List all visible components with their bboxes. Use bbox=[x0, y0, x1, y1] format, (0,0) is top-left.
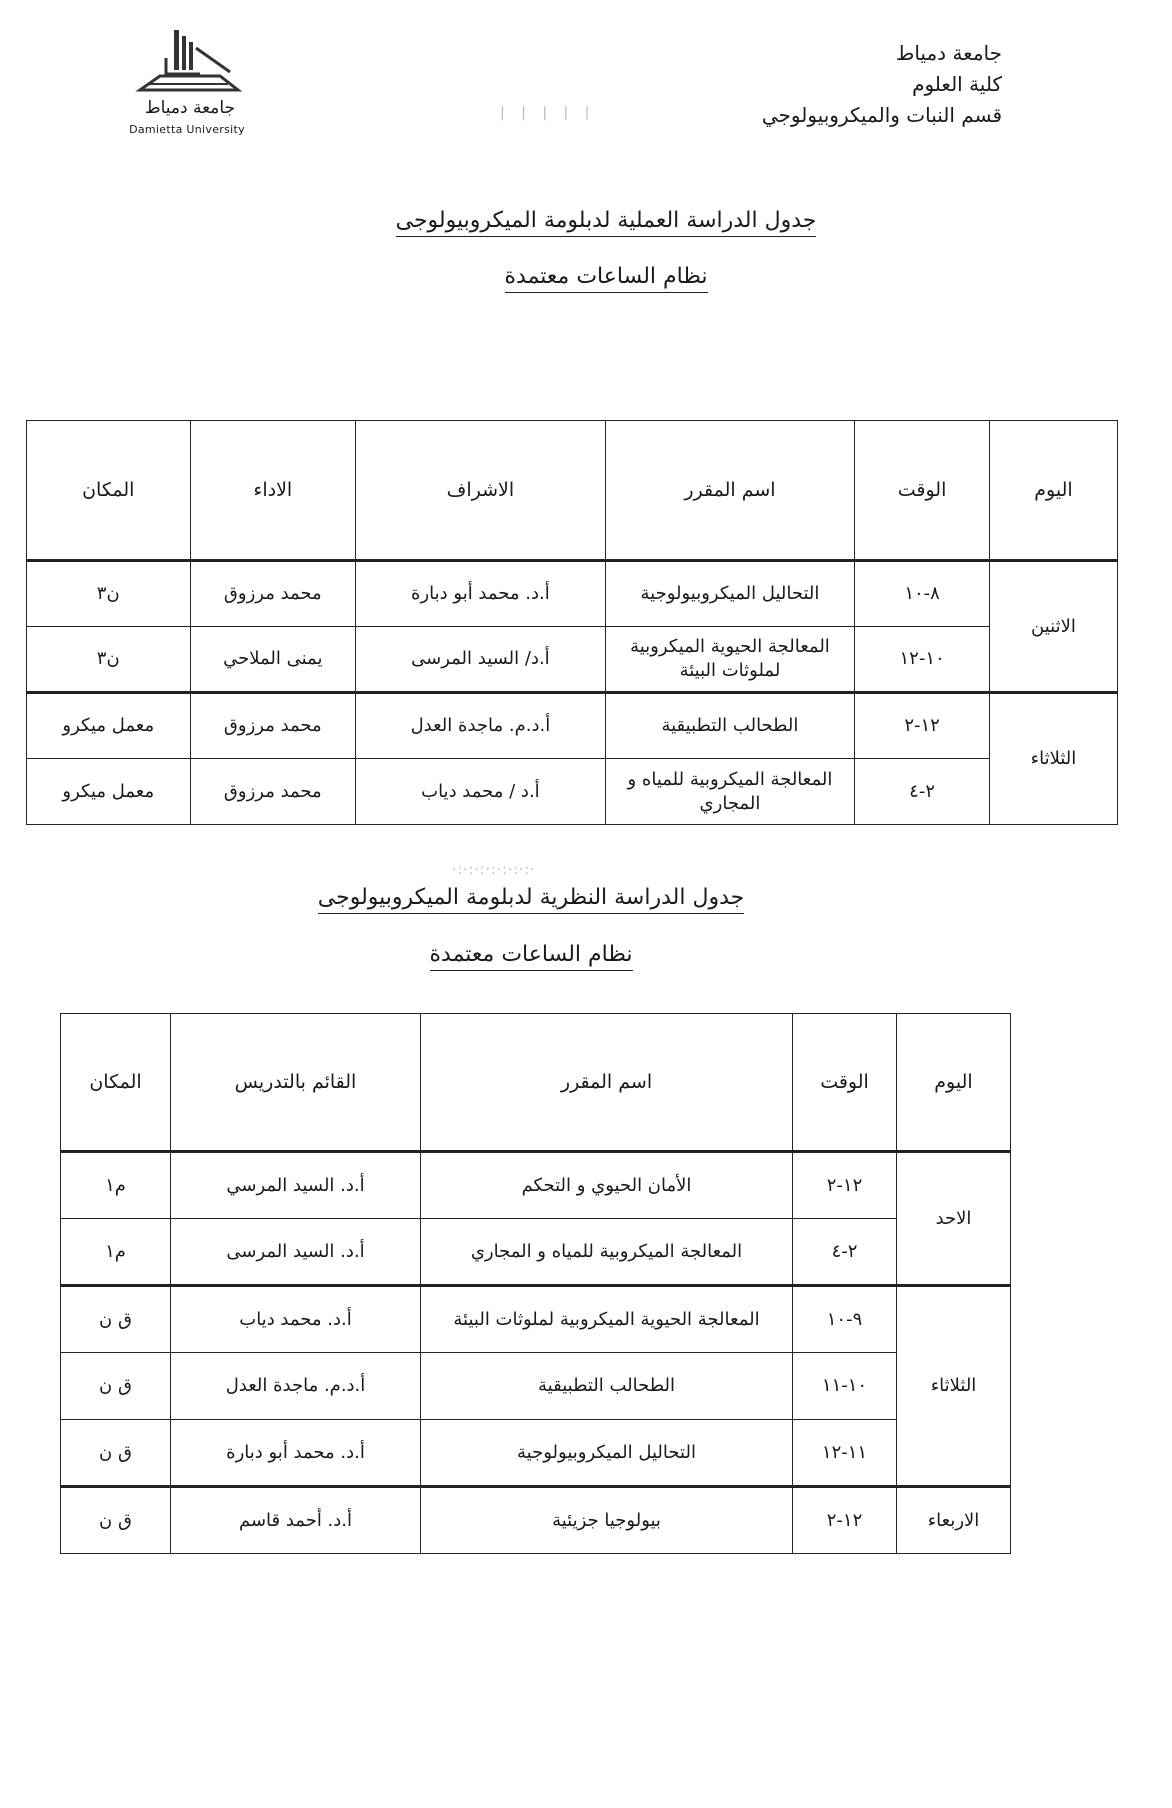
scan-artifact: ·:·:·:·:·:·:·:· bbox=[452, 862, 536, 878]
time-cell: ١٠-١٢ bbox=[855, 627, 990, 693]
place-cell: ق ن bbox=[61, 1353, 171, 1420]
col-time-header: الوقت bbox=[793, 1014, 897, 1152]
theoretical-schedule-table bbox=[60, 1013, 1011, 1554]
place-cell: ق ن bbox=[61, 1286, 171, 1353]
performance-cell: محمد مرزوق bbox=[190, 759, 356, 825]
time-cell: ٢-٤ bbox=[855, 759, 990, 825]
course-cell: الطحالب التطبيقية bbox=[421, 1353, 793, 1420]
time-cell: ١٠-١١ bbox=[793, 1353, 897, 1420]
time-cell: ١١-١٢ bbox=[793, 1420, 897, 1487]
supervision-cell: أ.د. محمد أبو دبارة bbox=[356, 561, 606, 627]
table-row bbox=[61, 1152, 1011, 1219]
supervision-cell: أ.د/ السيد المرسى bbox=[356, 627, 606, 693]
time-cell: ١٢-٢ bbox=[855, 693, 990, 759]
performance-cell: محمد مرزوق bbox=[190, 693, 356, 759]
col-place-header: المكان bbox=[61, 1014, 171, 1152]
supervision-cell: أ.د.م. ماجدة العدل bbox=[356, 693, 606, 759]
course-cell: المعالجة الميكروبية للمياه و المجاري bbox=[421, 1219, 793, 1286]
scan-artifact: | | | | | bbox=[500, 105, 596, 121]
place-cell: م١ bbox=[61, 1152, 171, 1219]
day-cell: الاثنين bbox=[989, 561, 1117, 693]
table-row bbox=[61, 1353, 1011, 1420]
university-name: جامعة دمياط bbox=[895, 41, 1002, 65]
course-cell: المعالجة الحيوية الميكروبية لملوثات البيئة bbox=[421, 1286, 793, 1353]
instructor-cell: أ.د. أحمد قاسم bbox=[171, 1487, 421, 1554]
time-cell: ١٢-٢ bbox=[793, 1152, 897, 1219]
instructor-cell: أ.د. السيد المرسى bbox=[171, 1219, 421, 1286]
table-header-row bbox=[61, 1014, 1011, 1152]
table-row bbox=[27, 561, 1118, 627]
course-cell: التحاليل الميكروبيولوجية bbox=[421, 1420, 793, 1487]
table-row bbox=[27, 627, 1118, 693]
time-cell: ٢-٤ bbox=[793, 1219, 897, 1286]
place-cell: معمل ميكرو bbox=[27, 759, 191, 825]
col-course-header: اسم المقرر bbox=[421, 1014, 793, 1152]
place-cell: م١ bbox=[61, 1219, 171, 1286]
time-cell: ٩-١٠ bbox=[793, 1286, 897, 1353]
day-cell: الثلاثاء bbox=[989, 693, 1117, 825]
instructor-cell: أ.د.م. ماجدة العدل bbox=[171, 1353, 421, 1420]
col-course-header: اسم المقرر bbox=[605, 421, 855, 561]
col-instructor-header: القائم بالتدريس bbox=[171, 1014, 421, 1152]
instructor-cell: أ.د. محمد دياب bbox=[171, 1286, 421, 1353]
col-place-header: المكان bbox=[27, 421, 191, 561]
col-supervision-header: الاشراف bbox=[356, 421, 606, 561]
col-performance-header: الاداء bbox=[190, 421, 356, 561]
course-cell: الطحالب التطبيقية bbox=[605, 693, 855, 759]
instructor-cell: أ.د. محمد أبو دبارة bbox=[171, 1420, 421, 1487]
table-row bbox=[61, 1420, 1011, 1487]
place-cell: معمل ميكرو bbox=[27, 693, 191, 759]
university-emblem-icon bbox=[120, 28, 250, 100]
col-time-header: الوقت bbox=[855, 421, 990, 561]
department-name: قسم النبات والميكروبيولوجي bbox=[761, 103, 1002, 127]
instructor-cell: أ.د. السيد المرسي bbox=[171, 1152, 421, 1219]
institution-header bbox=[642, 38, 1002, 131]
university-logo bbox=[108, 28, 258, 148]
performance-cell: يمنى الملاحي bbox=[190, 627, 356, 693]
theoretical-title: جدول الدراسة النظرية لدبلومة الميكروبيولوجى bbox=[0, 885, 1172, 910]
table-row bbox=[27, 759, 1118, 825]
course-cell: بيولوجيا جزيئية bbox=[421, 1487, 793, 1554]
table-row bbox=[61, 1219, 1011, 1286]
col-day-header: اليوم bbox=[989, 421, 1117, 561]
course-cell: التحاليل الميكروبيولوجية bbox=[605, 561, 855, 627]
practical-subtitle: نظام الساعات معتمدة bbox=[0, 264, 1172, 289]
course-cell: المعالجة الميكروبية للمياه و المجاري bbox=[605, 759, 855, 825]
logo-english-text: Damietta University bbox=[129, 123, 245, 136]
course-cell: المعالجة الحيوية الميكروبية لملوثات البيئة bbox=[605, 627, 855, 693]
place-cell: ق ن bbox=[61, 1420, 171, 1487]
day-cell: الاحد bbox=[897, 1152, 1011, 1286]
place-cell: ن٣ bbox=[27, 561, 191, 627]
col-day-header: اليوم bbox=[897, 1014, 1011, 1152]
practical-title: جدول الدراسة العملية لدبلومة الميكروبيولوجى bbox=[0, 208, 1172, 233]
table-row bbox=[61, 1286, 1011, 1353]
practical-schedule-table bbox=[26, 420, 1118, 825]
table-header-row bbox=[27, 421, 1118, 561]
place-cell: ن٣ bbox=[27, 627, 191, 693]
day-cell: الثلاثاء bbox=[897, 1286, 1011, 1487]
logo-arabic-text: جامعة دمياط bbox=[144, 98, 236, 118]
supervision-cell: أ.د / محمد دياب bbox=[356, 759, 606, 825]
place-cell: ق ن bbox=[61, 1487, 171, 1554]
time-cell: ٨-١٠ bbox=[855, 561, 990, 627]
faculty-name: كلية العلوم bbox=[912, 72, 1002, 96]
table-row bbox=[61, 1487, 1011, 1554]
theoretical-subtitle: نظام الساعات معتمدة bbox=[0, 942, 1172, 967]
day-cell: الاربعاء bbox=[897, 1487, 1011, 1554]
performance-cell: محمد مرزوق bbox=[190, 561, 356, 627]
course-cell: الأمان الحيوي و التحكم bbox=[421, 1152, 793, 1219]
time-cell: ١٢-٢ bbox=[793, 1487, 897, 1554]
table-row bbox=[27, 693, 1118, 759]
